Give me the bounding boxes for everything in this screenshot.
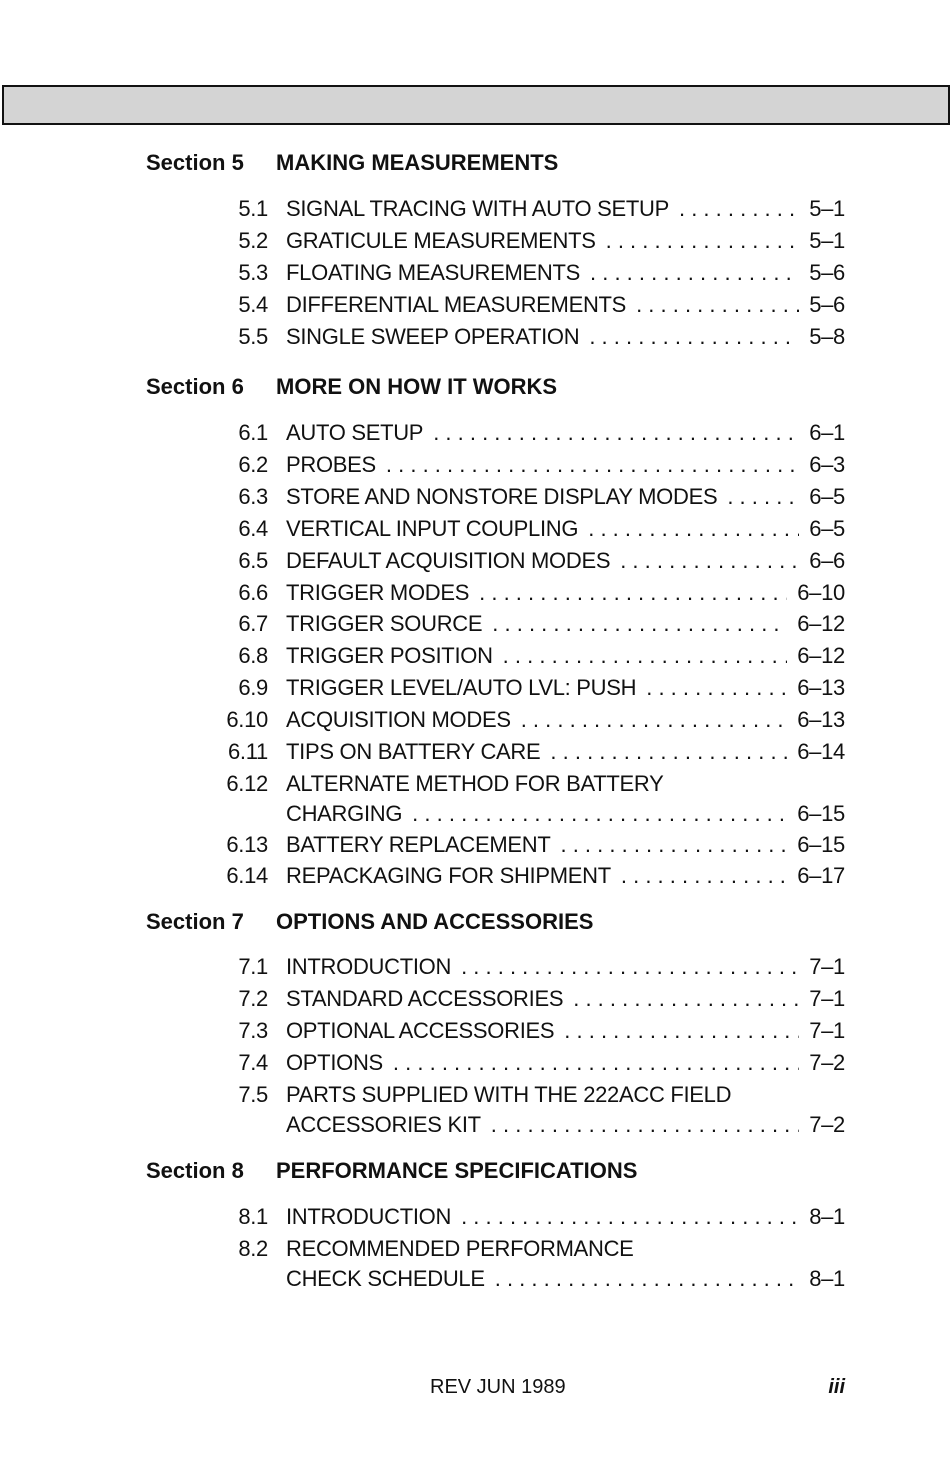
entry-number: 5.2 [238,227,268,253]
entry-page: 6–13 [797,675,845,701]
entry-title: TRIGGER MODES [286,579,470,605]
entry-title: ALTERNATE METHOD FOR BATTERY [286,770,664,796]
entry-number: 6.7 [238,611,268,637]
entry-number: 6.13 [226,831,268,857]
footer-page-number: iii [828,1376,845,1398]
dot-leader [646,673,787,703]
entry-page: 6–15 [797,800,845,826]
entry-title: ACCESSORIES KIT [286,1111,481,1137]
dot-leader [589,322,799,352]
entry-number: 7.5 [238,1081,268,1107]
entry-title: BATTERY REPLACEMENT [286,831,551,857]
entry-title: OPTIONAL ACCESSORIES [286,1017,555,1043]
entry-page: 6–1 [809,420,845,445]
entry-page: 6–17 [797,863,845,889]
entry-number: 7.2 [238,985,268,1011]
entry-page: 6–14 [797,739,845,764]
entry-number: 5.5 [238,323,268,349]
entry-page: 6–13 [797,707,845,733]
entry-title: PROBES [286,451,376,477]
entry-page: 6–12 [797,611,845,637]
section-heading [146,1156,846,1186]
entry-page: 6–3 [809,451,845,477]
dot-leader [564,1016,799,1046]
entry-page: 5–6 [809,259,845,285]
entry-page: 6–5 [809,483,845,509]
dot-leader [573,984,799,1014]
dot-leader [590,258,799,288]
entry-title: DEFAULT ACQUISITION MODES [286,547,611,573]
section-title-text: PERFORMANCE SPECIFICATIONS [276,1158,638,1183]
dot-leader [479,578,787,608]
dot-leader [560,830,787,860]
entry-title: RECOMMENDED PERFORMANCE [286,1235,634,1261]
entry-page: 6–5 [809,515,845,541]
entry-title: TRIGGER SOURCE [286,611,483,637]
entry-number: 5.3 [238,259,268,285]
entry-title: REPACKAGING FOR SHIPMENT [286,863,611,889]
entry-number: 6.10 [226,707,268,733]
section-label: Section 6 [146,374,244,399]
entry-page: 8–1 [809,1204,845,1229]
entry-title: CHARGING [286,800,403,826]
section-title-text: MORE ON HOW IT WORKS [276,374,558,399]
entry-number: 7.1 [238,954,268,979]
entry-title: CHECK SCHEDULE [286,1265,485,1291]
entry-number: 7.4 [238,1049,268,1075]
entry-page: 6–10 [797,579,845,605]
entry-title: SIGNAL TRACING WITH AUTO SETUP [286,196,669,221]
entry-number: 8.2 [238,1235,268,1261]
dot-leader [588,514,799,544]
entry-number: 8.1 [238,1204,268,1229]
entry-number: 6.11 [228,739,268,764]
entry-page: 6–12 [797,643,845,669]
dot-leader [503,641,788,671]
dot-leader [492,609,787,639]
entry-title: VERTICAL INPUT COUPLING [286,515,579,541]
entry-title: AUTO SETUP [286,420,424,445]
entry-page: 5–1 [809,196,845,221]
section-heading [146,372,846,402]
entry-title: ACQUISITION MODES [286,707,511,733]
dot-leader [386,450,799,480]
dot-leader [433,418,799,448]
entry-title: TIPS ON BATTERY CARE [286,739,541,764]
entry-title: TRIGGER POSITION [286,643,493,669]
entry-number: 6.6 [238,579,268,605]
section-title-text: MAKING MEASUREMENTS [276,150,559,175]
entry-number: 6.1 [238,420,268,445]
footer-revision: REV JUN 1989 [430,1376,566,1398]
dot-leader [679,194,799,224]
entry-title: SINGLE SWEEP OPERATION [286,323,580,349]
entry-title: PARTS SUPPLIED WITH THE 222ACC FIELD [286,1081,732,1107]
section-heading [146,907,846,937]
dot-leader [393,1048,799,1078]
entry-number: 6.3 [238,483,268,509]
entry-number: 6.8 [238,643,268,669]
section-label: Section 5 [146,150,244,175]
entry-number: 5.4 [238,291,268,317]
entry-title: TRIGGER LEVEL/AUTO LVL: PUSH [286,675,637,701]
entry-number: 5.1 [238,196,268,221]
entry-number: 6.4 [238,515,268,541]
dot-leader [412,799,787,829]
dot-leader [550,737,787,767]
entry-page: 7–2 [809,1111,845,1137]
entry-page: 5–6 [809,291,845,317]
entry-page: 5–1 [809,227,845,253]
entry-page: 6–6 [809,547,845,573]
entry-title: STANDARD ACCESSORIES [286,985,564,1011]
entry-number: 6.2 [238,451,268,477]
entry-title: INTRODUCTION [286,954,452,979]
dot-leader [495,1264,799,1294]
dot-leader [521,705,788,735]
entry-number: 7.3 [238,1017,268,1043]
dot-leader [461,952,799,982]
entry-number: 6.5 [238,547,268,573]
section-heading [146,148,846,178]
dot-leader [491,1110,799,1140]
entry-page: 6–15 [797,831,845,857]
entry-page: 5–8 [809,323,845,349]
entry-page: 7–1 [809,985,845,1011]
entry-number: 6.14 [226,863,268,889]
entry-title: GRATICULE MEASUREMENTS [286,227,596,253]
entry-title: STORE AND NONSTORE DISPLAY MODES [286,483,718,509]
entry-number: 6.12 [226,770,268,796]
dot-leader [636,290,799,320]
dot-leader [606,226,800,256]
entry-title: DIFFERENTIAL MEASUREMENTS [286,291,627,317]
dot-leader [727,482,799,512]
entry-number: 6.9 [238,675,268,701]
header-bar [2,85,950,125]
entry-title: FLOATING MEASUREMENTS [286,259,580,285]
dot-leader [620,546,799,576]
entry-page: 7–1 [809,954,845,979]
entry-page: 8–1 [809,1265,845,1291]
section-label: Section 8 [146,1158,244,1183]
dot-leader [621,861,787,891]
entry-title: OPTIONS [286,1049,383,1075]
entry-page: 7–1 [809,1017,845,1043]
entry-title: INTRODUCTION [286,1204,452,1229]
entry-page: 7–2 [809,1049,845,1075]
section-title-text: OPTIONS AND ACCESSORIES [276,909,594,934]
dot-leader [461,1202,799,1232]
section-label: Section 7 [146,909,244,934]
